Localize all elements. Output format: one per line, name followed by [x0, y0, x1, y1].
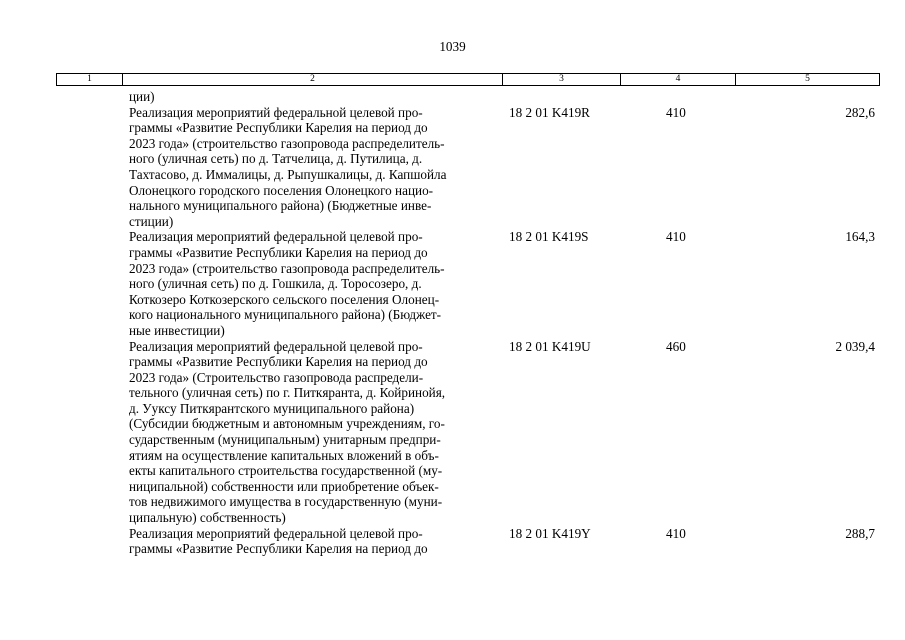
- description-line: Реализация мероприятий федеральной целевой про-: [129, 229, 423, 245]
- expense-type: 410: [666, 525, 686, 541]
- description-line: тов недвижимого имущества в государственную (муни-: [129, 494, 443, 510]
- description-line: ции): [129, 89, 155, 104]
- table-row: [0, 229, 905, 338]
- description: [129, 105, 499, 230]
- description: [129, 229, 499, 338]
- description-line: нального муниципального района) (Бюджетные инве-: [129, 198, 432, 214]
- description-line: ципальную) собственность): [129, 510, 286, 526]
- column-header-4: 4: [621, 74, 736, 85]
- table-header: [56, 73, 880, 86]
- description-line: граммы «Развитие Республики Карелия на период до: [129, 354, 428, 370]
- description-line: граммы «Развитие Республики Карелия на период до: [129, 120, 428, 136]
- budget-code: 18 2 01 K419Y: [509, 525, 591, 541]
- amount: 288,7: [845, 525, 875, 541]
- table-body: [0, 89, 905, 557]
- description-line: Коткозеро Коткозерского сельского поселения Олонец-: [129, 291, 440, 307]
- description-line: стиции): [129, 213, 174, 229]
- expense-type: 410: [666, 229, 686, 245]
- budget-code: 18 2 01 K419R: [509, 104, 590, 120]
- budget-code: 18 2 01 K419S: [509, 229, 589, 245]
- table-row: [0, 526, 905, 557]
- description-line: ные инвестиции): [129, 322, 225, 338]
- table-row: [0, 105, 905, 230]
- budget-code: 18 2 01 K419U: [509, 338, 591, 354]
- amount: 2 039,4: [835, 338, 875, 354]
- description-line: ного (уличная сеть) по д. Гошкила, д. Торосозеро, д.: [129, 276, 422, 292]
- description-line: 2023 года» (строительство газопровода распределитель-: [129, 135, 445, 151]
- column-header-5: 5: [805, 74, 810, 84]
- description-line: ного (уличная сеть) по д. Татчелица, д. Путилица, д.: [129, 151, 423, 167]
- expense-type: 460: [666, 338, 686, 354]
- description-line: 2023 года» (Строительство газопровода распредели-: [129, 369, 424, 385]
- description-line: д. Ууксу Питкярантского муниципального района): [129, 400, 415, 416]
- description-line: ниципальной) собственности или приобретение объек-: [129, 478, 439, 494]
- description-line: граммы «Развитие Республики Карелия на период до: [129, 541, 428, 557]
- description-line: кого национального муниципального района) (Бюджет-: [129, 307, 442, 323]
- column-header-1: 1: [57, 74, 123, 85]
- description-line: 2023 года» (строительство газопровода распределитель-: [129, 260, 445, 276]
- continuation-row: [0, 89, 905, 105]
- amount: 282,6: [845, 104, 875, 120]
- column-header-3: 3: [503, 74, 621, 85]
- amount: 164,3: [845, 229, 875, 245]
- description-line: граммы «Развитие Республики Карелия на период до: [129, 244, 428, 260]
- description: [129, 89, 499, 105]
- table-row: [0, 339, 905, 526]
- description-line: Олонецкого городского поселения Олонецкого нацио-: [129, 182, 434, 198]
- description-line: Реализация мероприятий федеральной целевой про-: [129, 525, 423, 541]
- description-line: Реализация мероприятий федеральной целевой про-: [129, 338, 423, 354]
- description-line: екты капитального строительства государственной (му-: [129, 463, 443, 479]
- description-line: ятиям на осуществление капитальных вложений в объ-: [129, 447, 439, 463]
- page-number: 1039: [439, 39, 466, 54]
- description-line: Реализация мероприятий федеральной целевой про-: [129, 104, 423, 120]
- description-line: Тахтасово, д. Иммалицы, д. Рыпушкалицы, д. Капшойла: [129, 166, 447, 182]
- column-header-2: 2: [123, 74, 503, 85]
- description: [129, 339, 499, 526]
- description-line: сударственным (муниципальным) унитарным предпри-: [129, 432, 441, 448]
- description-line: (Субсидии бюджетным и автономным учреждениям, го-: [129, 416, 445, 432]
- description: [129, 526, 499, 557]
- expense-type: 410: [666, 104, 686, 120]
- description-line: тельного (уличная сеть) по г. Питкяранта, д. Койринойя,: [129, 385, 446, 401]
